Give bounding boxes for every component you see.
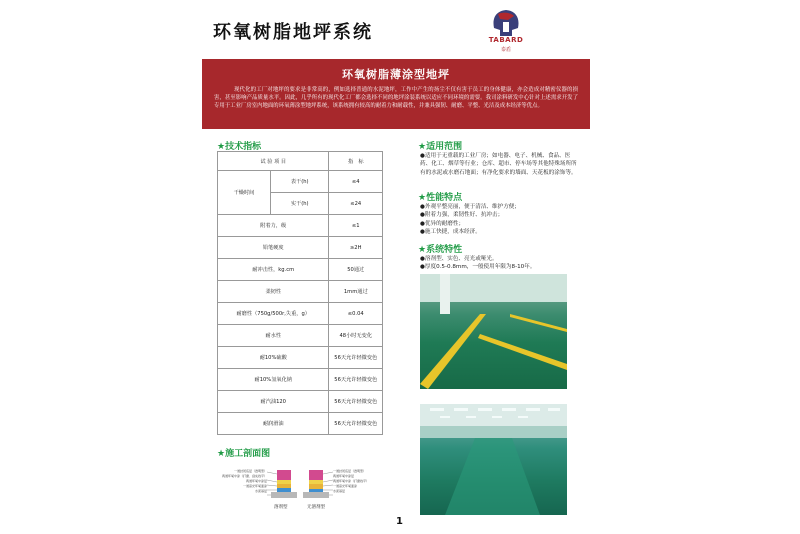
section-heading-features: ★性能特点 [418,193,463,203]
table-cell: 56天允许轻微变色 [329,391,383,413]
page-number: 1 [396,516,403,527]
list-item: ●溶剂型、实色、亮光或哑光。 [420,256,498,262]
page-title: 环氧树脂地坪系统 [213,22,373,43]
table-cell: ≤4 [329,171,383,193]
dry-time-label: 干燥时间 [218,171,271,215]
table-cell: 柔韧性 [218,281,329,303]
list-item: ●厚度0.5-0.8mm，一般使用年限为8-10年。 [420,264,536,271]
table-cell: 耐冲击性，kg.cm [218,259,329,281]
star-icon: ★ [217,142,226,152]
section-heading-system: ★系统特性 [418,245,463,255]
spec-table [217,151,383,435]
table-header-value: 指 标 [329,152,383,171]
logo-wordmark: TABARD [488,36,524,44]
banner-title: 环氧树脂薄涂型地坪 [342,68,450,81]
table-cell: 表干(h) [271,171,329,193]
table-cell: 50通过 [329,259,383,281]
table-cell: 56天允许轻微变色 [329,347,383,369]
table-cell: ≤1 [329,215,383,237]
table-cell: ≤0.04 [329,303,383,325]
list-item: ●施工快捷，成本经济。 [420,229,481,236]
table-cell: 耐10%硫酸 [218,347,329,369]
feature-list [420,203,580,237]
banner-text: 现代化的工厂对地坪的要求是非常高的，例如选择普通的水泥地坪，工作中产生的扬尘不仅有害于员工的身体健康，亦会造成对精密仪器的损害，甚至影响产品质量水平。因此，几乎所有的现代化工厂都会选择不同的地坪涂装系统以适应不同环境的需要。我司涂料研发中心针对上述需求开发了专用于工业厂房室内地面的环氧薄涂型地坪系统，该系统拥有较高的耐着力和耐载性，并兼具强韧、耐磨、平整、光洁及成本经济等优点。 [214,87,578,109]
list-item: ●外观平整亮丽，便于清洁、维护方便； [420,204,520,210]
scope-text: ●适用于无重载的工业厂房；如电器、电子、机械、食品、医药、化工、烟草等行业；仓库、超市、停车场等其他特殊场所所有的水泥或水磨石地面；有净化要求的墙面、天花板的涂饰等。 [420,153,577,176]
diagram-left-labels: 一道封闭底层（透明型） 两道环氧中涂（打磨、刮灰找平） 两道环氧中涂层 一道高光环氧面涂 水泥基层 [221,469,267,493]
section-heading-tech: ★技术指标 [217,142,262,152]
intro-banner [202,59,590,129]
company-logo [478,8,558,56]
floor-photo-cleanroom [420,404,567,515]
table-header-item: 试 验 项 目 [218,152,329,171]
table-cell: ≥2H [329,237,383,259]
star-icon: ★ [418,193,427,203]
star-icon: ★ [217,449,226,459]
diagram-right-labels: 一道封闭底层（透明型） 两道环氧中涂层 两道环氧中涂（打磨找平） 一道高光环氧面涂 水泥基层 [333,469,370,493]
table-cell: 耐汽油120 [218,391,329,413]
logo-subtext: 泰盾 [500,47,511,53]
spartan-helmet-icon [478,8,534,38]
table-cell: ≤24 [329,193,383,215]
table-cell: 铅笔硬度 [218,237,329,259]
table-cell: 耐磨性（750g/500r,失重，g） [218,303,329,325]
section-heading-diagram: ★施工剖面图 [217,449,271,459]
table-cell: 耐10%氢氧化钠 [218,369,329,391]
star-icon: ★ [418,142,427,152]
system-list [420,255,580,272]
table-cell: 1mm通过 [329,281,383,303]
section-heading-scope: ★适用范围 [418,142,463,152]
diagram-caption-right: 无溶剂型 [307,505,325,510]
table-cell: 耐水性 [218,325,329,347]
diagram-caption-left: 溶剂型 [274,505,288,510]
list-item: ●优异的耐磨性； [420,220,465,227]
table-cell: 耐润滑油 [218,413,329,435]
table-cell: 附着力，级 [218,215,329,237]
list-item: ●附着力强，柔韧性好、抗冲击； [420,212,504,219]
table-cell: 56天允许轻微变色 [329,369,383,391]
floor-photo-yellow-lines [420,274,567,389]
table-cell: 56天允许轻微变色 [329,413,383,435]
star-icon: ★ [418,245,427,255]
cross-section-diagram [221,462,399,516]
table-cell: 48小时无变化 [329,325,383,347]
table-cell: 实干(h) [271,193,329,215]
